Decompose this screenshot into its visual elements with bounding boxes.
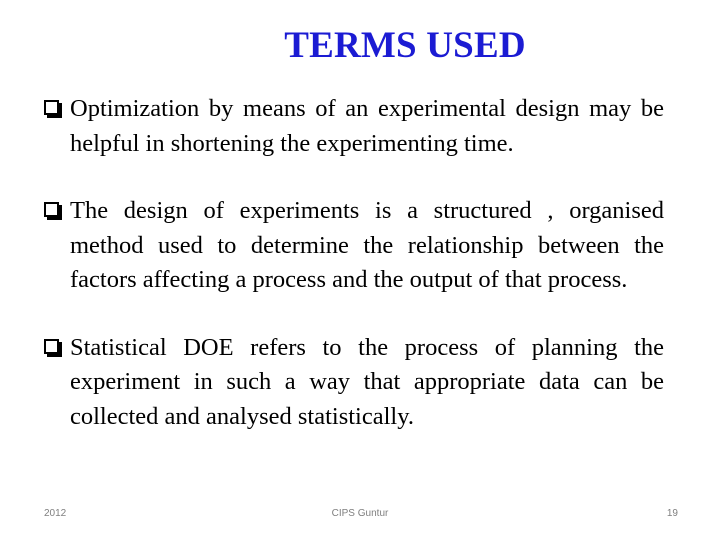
page-number: 19 bbox=[666, 508, 678, 519]
footer-source: CIPS Guntur bbox=[331, 508, 389, 519]
bullet-item bbox=[44, 92, 664, 161]
footer-date: 2012 bbox=[44, 508, 67, 519]
bullet-text: Optimization by means of an experimental design may be helpful in shortening the experimenting time. bbox=[70, 95, 664, 157]
bullet-text: The design of experiments is a structured , organised method used to determine the relationship between the factors affecting a process and the output of that process. bbox=[70, 197, 664, 293]
bullet-item bbox=[44, 194, 664, 298]
slide-title: TERMS USED bbox=[284, 25, 526, 66]
bullet-list bbox=[44, 92, 664, 434]
hollow-square-bullet-icon bbox=[44, 339, 59, 354]
hollow-square-bullet-icon bbox=[44, 202, 59, 217]
bullet-text: Statistical DOE refers to the process of planning the experiment in such a way that appropriate data can be collected and analysed statistically. bbox=[70, 333, 664, 430]
hollow-square-bullet-icon bbox=[44, 100, 59, 115]
bullet-item bbox=[44, 331, 664, 435]
